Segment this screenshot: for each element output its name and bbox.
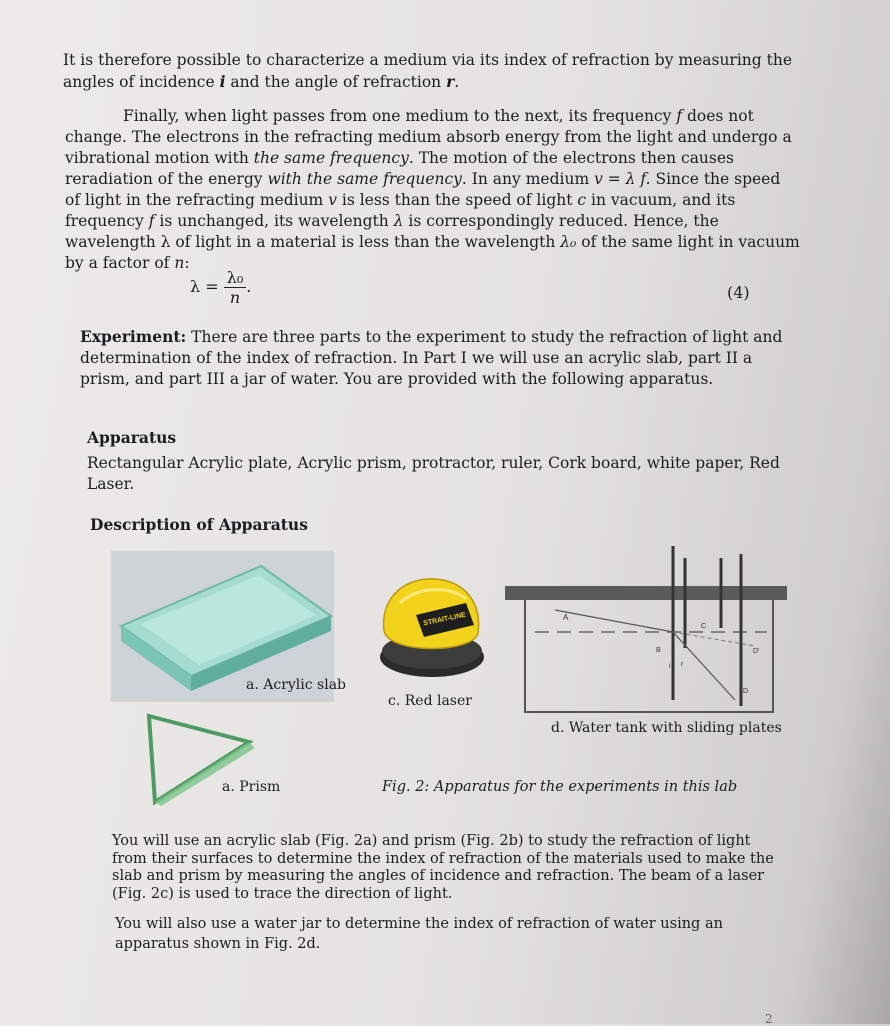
tank-label-d: D <box>743 688 749 695</box>
laser-brand-text: STRAIT-LINE <box>422 611 467 628</box>
caption-water-tank: d. Water tank with sliding plates <box>551 720 782 736</box>
paragraph-water-jar: You will also use a water jar to determine the index of refraction of water using an apparatus shown in Fig. 2d. <box>115 916 723 952</box>
tank-label-c: C <box>701 623 707 630</box>
paragraph-frequency: Finally, when light passes from one medium to the next, its frequency f does not change. The electrons in the refracting medium absorb energy from the light and undergo a vibrational motion with the same frequency. The motion of the electrons then causes reradiation of the energy with the same frequency. In any medium v = λ f. Since the speed of light in the refracting medium v is less than the speed of light c in vacuum, and its frequency f is unchanged, its wavelength λ is correspondingly reduced. Hence, the wavelength λ of light in a material is less than the wavelength λ₀ of the same light in vacuum by a factor of n: <box>65 107 800 272</box>
description-heading: Description of Apparatus <box>90 515 308 534</box>
apparatus-heading: Apparatus <box>87 428 177 447</box>
apparatus-list: Rectangular Acrylic plate, Acrylic prism, protractor, ruler, Cork board, white paper, Red Laser. <box>87 454 780 493</box>
caption-red-laser: c. Red laser <box>388 693 472 709</box>
equation-denominator: n <box>229 288 241 307</box>
water-tank-diagram <box>505 540 795 720</box>
figure-caption: Fig. 2: Apparatus for the experiments in this lab <box>382 779 738 795</box>
equation-fraction <box>224 268 247 307</box>
equation-lhs: λ = <box>190 277 219 296</box>
tank-label-d-prime: D' <box>753 648 760 655</box>
paragraph-slab-prism: You will use an acrylic slab (Fig. 2a) and prism (Fig. 2b) to study the refraction of light from their surfaces to determine the index of refraction of the materials used to make the slab and prism by measuring the angles of incidence and refraction. The beam of a laser (Fig. 2c) is used to trace the direction of light. <box>112 833 774 902</box>
equation-numerator: λ₀ <box>224 268 247 288</box>
tank-label-i: i <box>669 663 671 670</box>
tank-label-a: A <box>563 613 569 622</box>
tank-label-b: B <box>656 647 661 654</box>
experiment-label: Experiment: <box>80 327 187 346</box>
equation-number: (4) <box>727 283 750 302</box>
paragraph-intro: It is therefore possible to characterize a medium via its index of refraction by measuring the angles of incidence i and the angle of refraction r. <box>63 51 793 91</box>
equation-tail: . <box>246 277 252 296</box>
caption-acrylic-slab: a. Acrylic slab <box>246 677 347 693</box>
paragraph-experiment: Experiment: There are three parts to the experiment to study the refraction of light and determination of the index of refraction. In Part I we will use an acrylic slab, part II a prism, and part III a jar of water. You are provided with the following apparatus. <box>80 327 783 388</box>
red-laser-image <box>370 573 490 681</box>
tank-label-r: r <box>681 661 684 668</box>
caption-prism: a. Prism <box>222 779 281 795</box>
page-number: 2 <box>765 1012 773 1026</box>
equation-4 <box>190 268 251 307</box>
